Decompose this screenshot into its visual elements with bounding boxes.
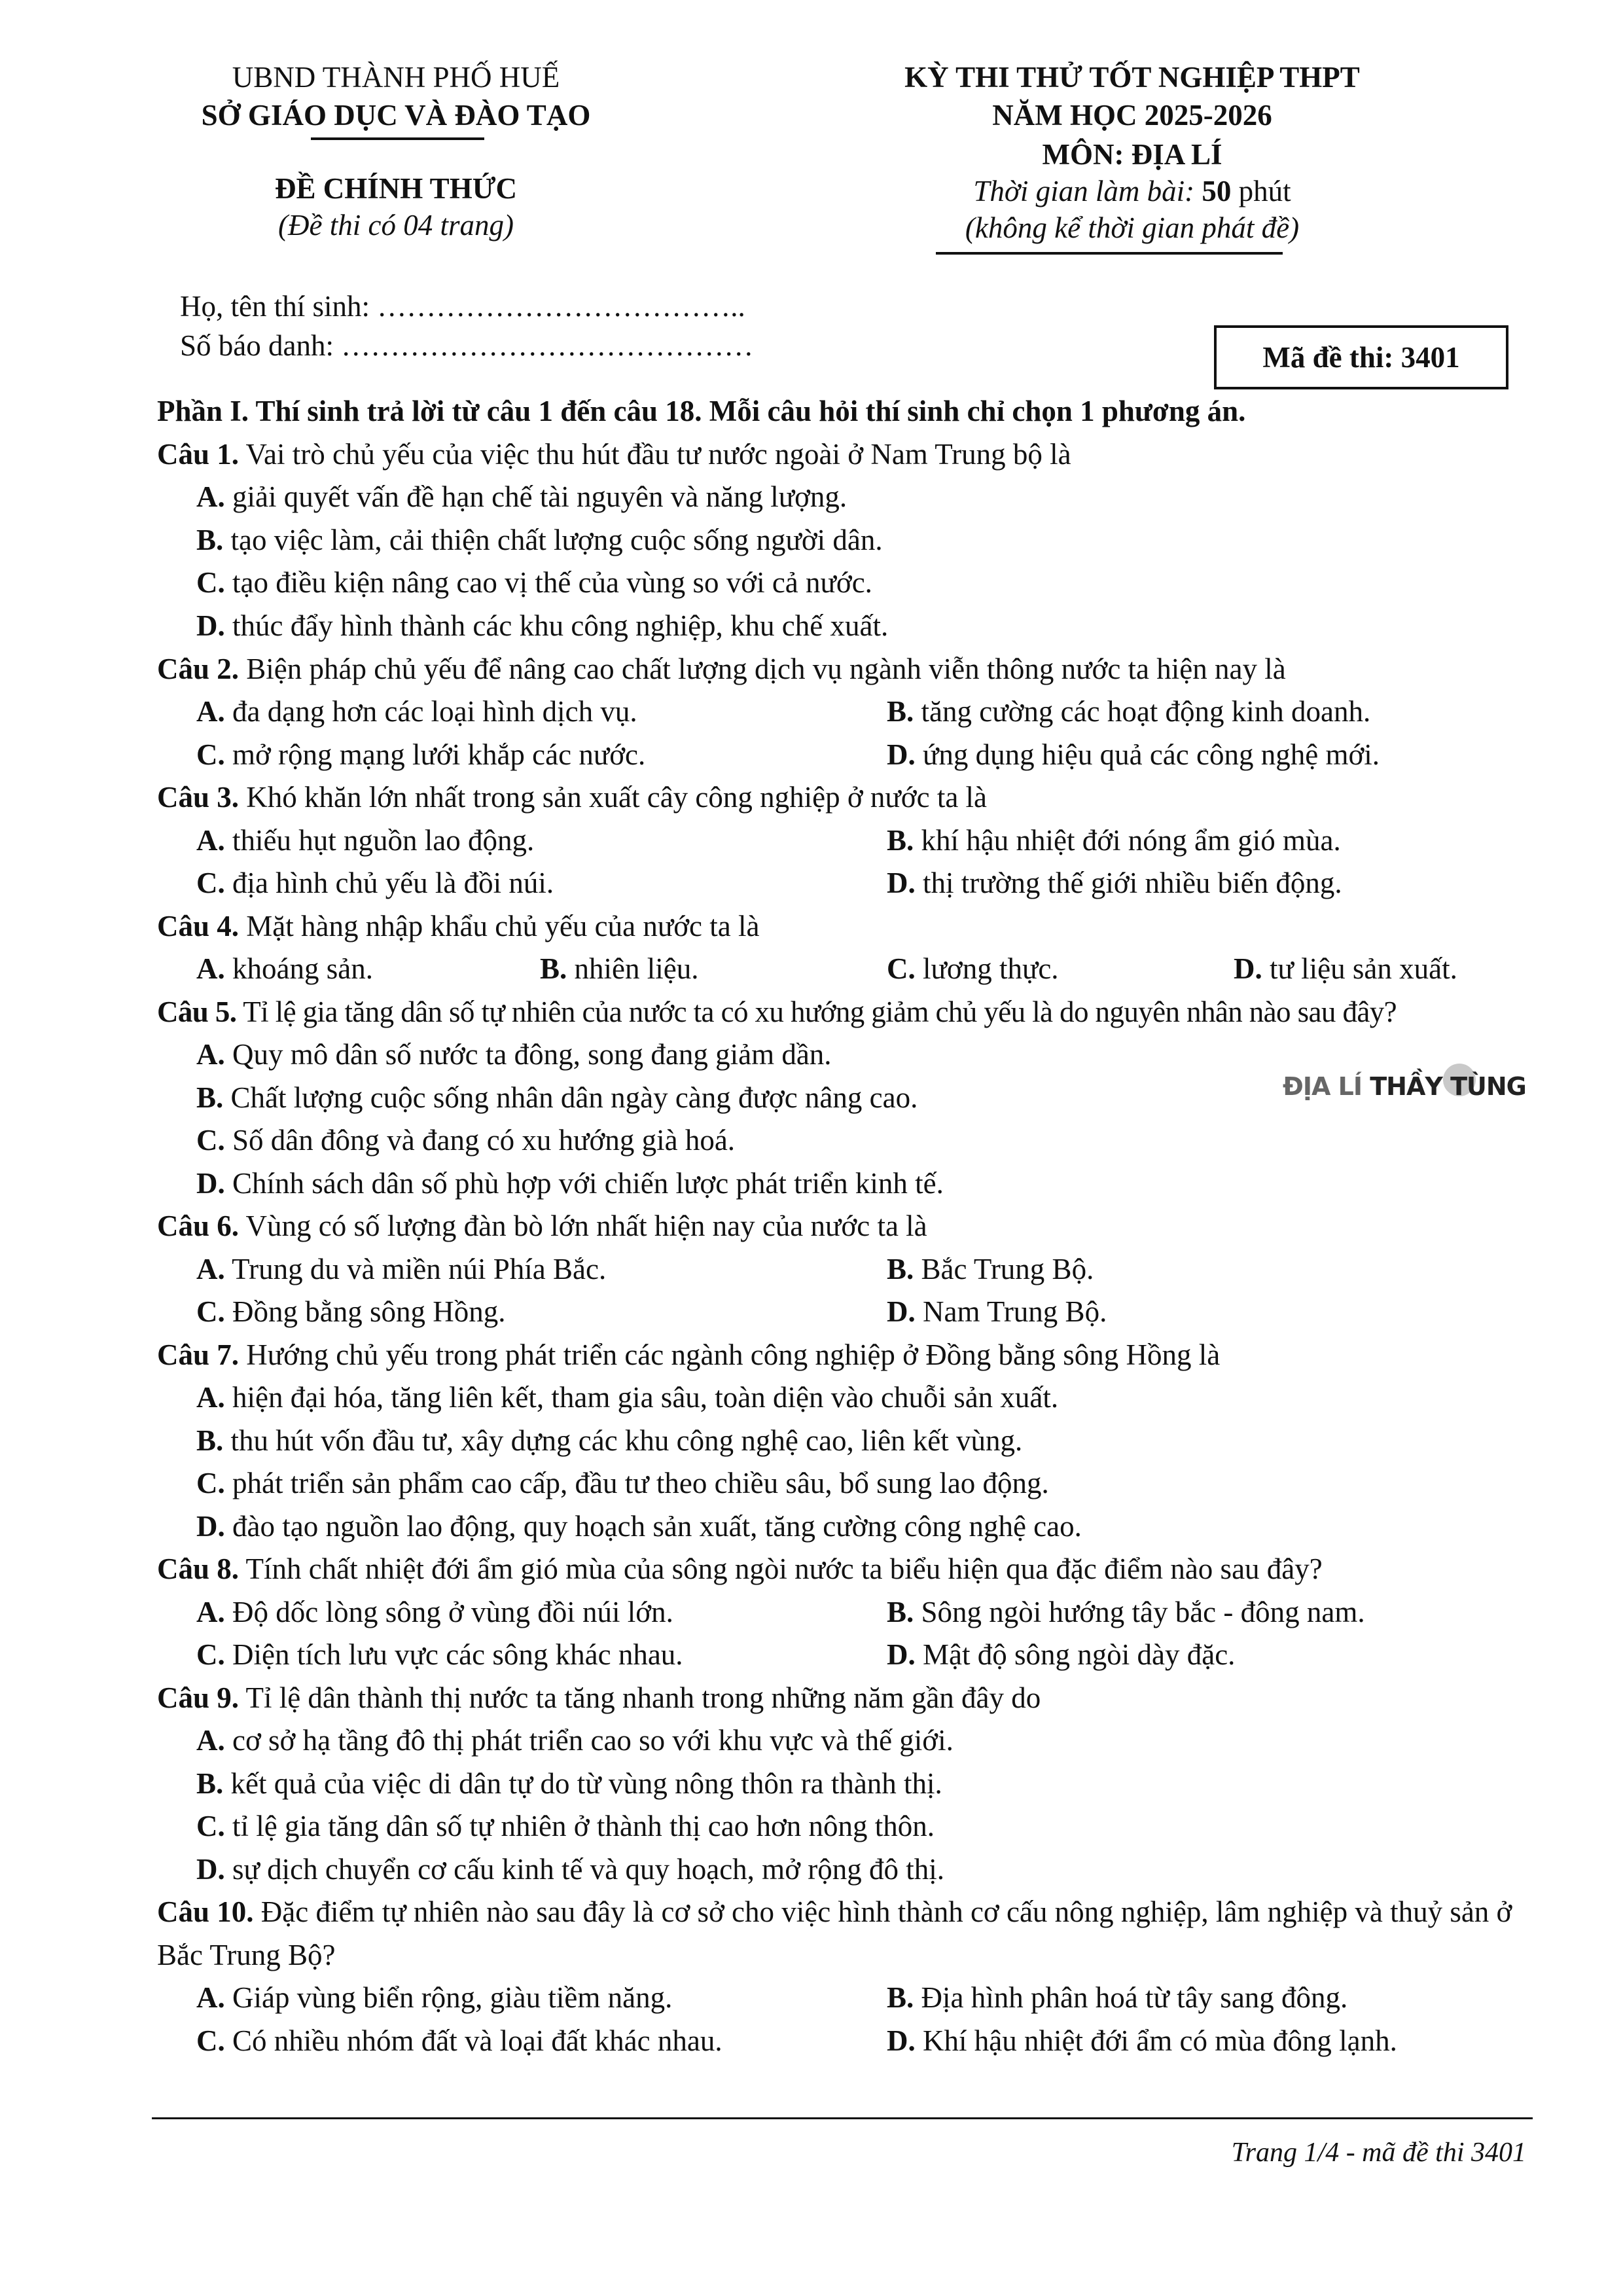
q1-option-a: A. giải quyết vấn đề hạn chế tài nguyên và năng lượng.: [196, 480, 847, 513]
q3-option-a: A. thiếu hụt nguồn lao động.: [196, 824, 535, 857]
question-text: Đặc điểm tự nhiên nào sau đây là cơ sở cho việc hình thành cơ cấu nông nghiệp, lâm nghiệp và thuỷ sản ở Bắc Trung Bộ?: [157, 1895, 1512, 1971]
footer-divider: [152, 2117, 1533, 2119]
q3-option-b: B. khí hậu nhiệt đới nóng ẩm gió mùa.: [887, 824, 1341, 857]
q6-option-a: A. Trung du và miền núi Phía Bắc.: [196, 1253, 607, 1285]
question-2: [157, 648, 1531, 691]
agency-underline: [311, 137, 484, 140]
department-name: UBND THÀNH PHỐ HUẾ: [232, 61, 560, 94]
q2-option-a: A. đa dạng hơn các loại hình dịch vụ.: [196, 695, 637, 728]
q4-option-d: D. tư liệu sản xuất.: [1234, 952, 1457, 985]
question-number: Câu 6.: [157, 1210, 240, 1242]
q9-option-c: C. tỉ lệ gia tăng dân số tự nhiên ở thành thị cao hơn nông thôn.: [196, 1810, 935, 1842]
time-label: Thời gian làm bài:: [973, 175, 1202, 207]
time-note: (không kể thời gian phát đề): [965, 211, 1300, 244]
question-text: Hướng chủ yếu trong phát triển các ngành công nghiệp ở Đồng bằng sông Hồng là: [239, 1338, 1221, 1371]
q2-option-b: B. tăng cường các hoạt động kinh doanh.: [887, 695, 1371, 728]
q10-option-c: C. Có nhiều nhóm đất và loại đất khác nhau.: [196, 2024, 722, 2057]
part-title: Phần I. Thí sinh trả lời từ câu 1 đến câu 18. Mỗi câu hỏi thí sinh chỉ chọn 1 phương án.: [157, 395, 1246, 427]
q5-option-d: D. Chính sách dân số phù hợp với chiến lược phát triển kinh tế.: [196, 1167, 944, 1200]
q4-option-b: B. nhiên liệu.: [540, 952, 699, 985]
question-text: Biện pháp chủ yếu để nâng cao chất lượng dịch vụ ngành viễn thông nước ta hiện nay là: [239, 653, 1286, 685]
q8-option-d: D. Mật độ sông ngòi dày đặc.: [887, 1638, 1236, 1671]
question-number: Câu 5.: [157, 996, 237, 1028]
question-number: Câu 4.: [157, 910, 240, 942]
page-count-note: (Đề thi có 04 trang): [278, 209, 514, 242]
question-text: Vai trò chủ yếu của việc thu hút đầu tư nước ngoài ở Nam Trung bộ là: [239, 438, 1071, 471]
q6-option-c: C. Đồng bằng sông Hồng.: [196, 1295, 506, 1328]
question-4: [157, 905, 1531, 948]
q9-option-a: A. cơ sở hạ tầng đô thị phát triển cao so với khu vực và thế giới.: [196, 1724, 954, 1757]
q3-option-d: D. thị trường thế giới nhiều biến động.: [887, 867, 1342, 899]
q3-option-c: C. địa hình chủ yếu là đồi núi.: [196, 867, 554, 899]
question-number: Câu 10.: [157, 1895, 254, 1928]
q1-option-c: C. tạo điều kiện nâng cao vị thế của vùng so với cả nước.: [196, 566, 872, 599]
question-text: Vùng có số lượng đàn bò lớn nhất hiện nay của nước ta là: [239, 1210, 927, 1242]
question-text: Mặt hàng nhập khẩu chủ yếu của nước ta là: [239, 910, 760, 942]
q7-option-d: D. đào tạo nguồn lao động, quy hoạch sản xuất, tăng cường công nghệ cao.: [196, 1510, 1082, 1543]
question-10: [157, 1891, 1535, 1977]
question-text: Tỉ lệ gia tăng dân số tự nhiên của nước ta có xu hướng giảm chủ yếu là do nguyên nhân nào sau đây?: [236, 996, 1397, 1028]
question-1: [157, 433, 1531, 476]
q10-option-b: B. Địa hình phân hoá từ tây sang đông.: [887, 1981, 1348, 2014]
official-label: ĐỀ CHÍNH THỨC: [274, 172, 518, 205]
time-allowed: [831, 174, 1433, 208]
q7-option-c: C. phát triển sản phẩm cao cấp, đầu tư theo chiều sâu, bổ sung lao động.: [196, 1467, 1049, 1499]
question-number: Câu 2.: [157, 653, 240, 685]
question-6: [157, 1205, 1531, 1248]
q8-option-a: A. Độ dốc lòng sông ở vùng đồi núi lớn.: [196, 1596, 673, 1628]
q8-option-c: C. Diện tích lưu vực các sông khác nhau.: [196, 1638, 683, 1671]
exam-code-box: Mã đề thi: 3401: [1214, 325, 1508, 389]
q2-option-c: C. mở rộng mạng lưới khắp các nước.: [196, 738, 646, 771]
q8-option-b: B. Sông ngòi hướng tây bắc - đông nam.: [887, 1596, 1365, 1628]
subject: MÔN: ĐỊA LÍ: [1042, 138, 1222, 171]
exam-title: KỲ THI THỬ TỐT NGHIỆP THPT: [904, 61, 1360, 94]
question-8: [157, 1548, 1531, 1591]
q5-option-c: C. Số dân đông và đang có xu hướng già hoá.: [196, 1124, 736, 1157]
q5-option-b: B. Chất lượng cuộc sống nhân dân ngày càng được nâng cao.: [196, 1081, 918, 1114]
q7-option-b: B. thu hút vốn đầu tư, xây dựng các khu công nghệ cao, liên kết vùng.: [196, 1424, 1023, 1457]
question-number: Câu 3.: [157, 781, 240, 814]
question-number: Câu 1.: [157, 438, 240, 471]
question-number: Câu 8.: [157, 1552, 240, 1585]
question-text: Tỉ lệ dân thành thị nước ta tăng nhanh trong những năm gần đây do: [239, 1681, 1041, 1714]
question-text: Tính chất nhiệt đới ẩm gió mùa của sông ngòi nước ta biểu hiện qua đặc điểm nào sau đây?: [239, 1552, 1323, 1585]
q1-option-d: D. thúc đẩy hình thành các khu công nghiệp, khu chế xuất.: [196, 609, 889, 642]
page-footer: Trang 1/4 - mã đề thi 3401: [1231, 2138, 1526, 2168]
question-5: [157, 991, 1531, 1034]
q10-option-d: D. Khí hậu nhiệt đới ẩm có mùa đông lạnh.: [887, 2024, 1397, 2057]
question-text: Khó khăn lớn nhất trong sản xuất cây công nghiệp ở nước ta là: [239, 781, 988, 814]
q4-option-a: A. khoáng sản.: [196, 952, 373, 985]
question-9: [157, 1677, 1531, 1720]
q7-option-a: A. hiện đại hóa, tăng liên kết, tham gia sâu, toàn diện vào chuỗi sản xuất.: [196, 1381, 1059, 1414]
time-unit: phút: [1231, 175, 1291, 207]
candidate-name-field: Họ, tên thí sinh: ………………………………..: [180, 290, 745, 323]
q1-option-b: B. tạo việc làm, cải thiện chất lượng cuộc sống người dân.: [196, 524, 883, 556]
candidate-id-field: Số báo danh: ……………………………………: [180, 329, 754, 362]
q5-option-a: A. Quy mô dân số nước ta đông, song đang giảm dần.: [196, 1038, 832, 1071]
time-note-underline: [936, 252, 1283, 255]
q6-option-d: D. Nam Trung Bộ.: [887, 1295, 1107, 1328]
question-number: Câu 7.: [157, 1338, 240, 1371]
question-3: [157, 776, 1531, 819]
q9-option-d: D. sự dịch chuyển cơ cấu kinh tế và quy hoạch, mở rộng đô thị.: [196, 1853, 944, 1886]
q6-option-b: B. Bắc Trung Bộ.: [887, 1253, 1094, 1285]
q2-option-d: D. ứng dụng hiệu quả các công nghệ mới.: [887, 738, 1380, 771]
time-value: 50: [1202, 175, 1232, 207]
agency-name: SỞ GIÁO DỤC VÀ ĐÀO TẠO: [201, 99, 591, 132]
watermark-logo: ĐỊA LÍ THẦY TÙNG: [1283, 1072, 1526, 1101]
q4-option-c: C. lương thực.: [887, 952, 1059, 985]
q9-option-b: B. kết quả của việc di dân tự do từ vùng nông thôn ra thành thị.: [196, 1767, 942, 1800]
school-year: NĂM HỌC 2025-2026: [992, 99, 1272, 132]
question-number: Câu 9.: [157, 1681, 240, 1714]
question-7: [157, 1334, 1531, 1377]
q10-option-a: A. Giáp vùng biển rộng, giàu tiềm năng.: [196, 1981, 673, 2014]
